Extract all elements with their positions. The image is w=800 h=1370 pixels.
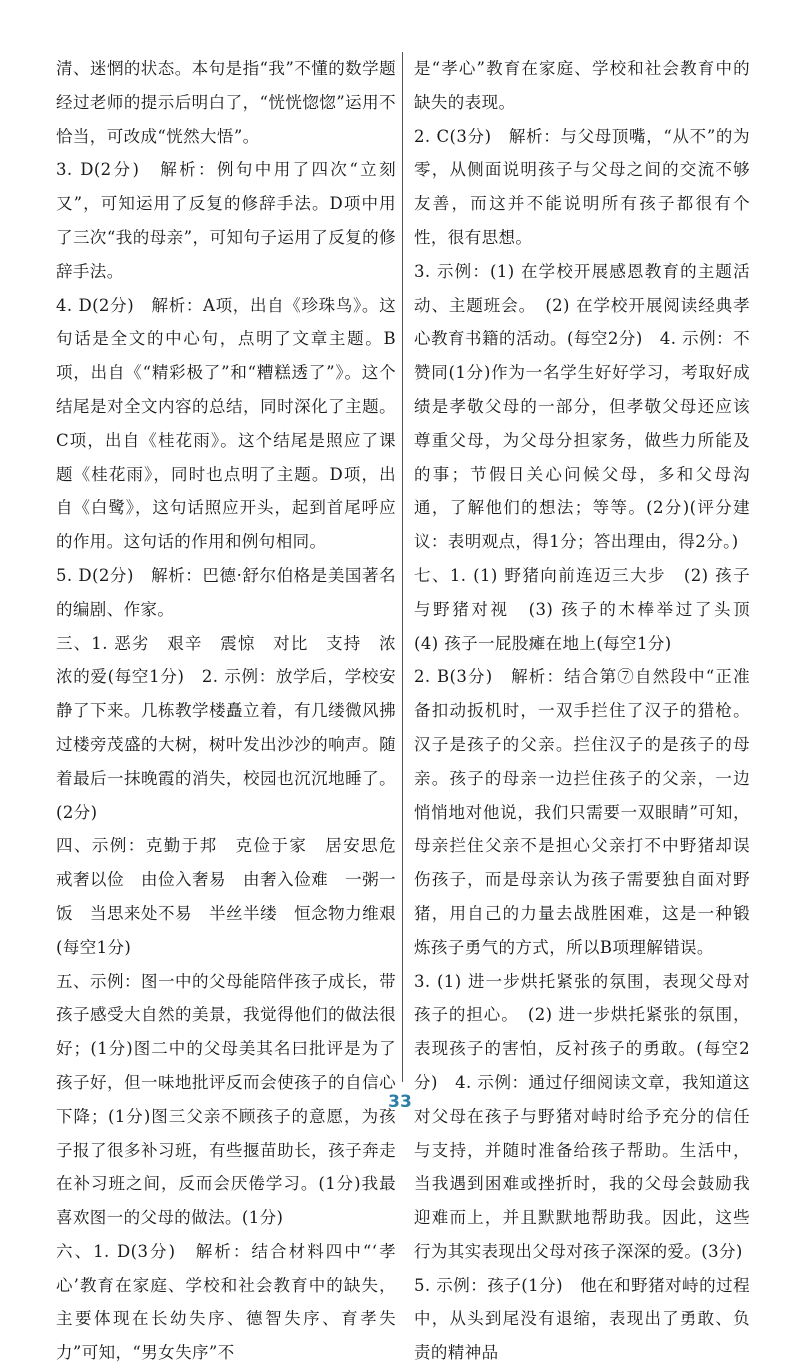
paragraph: 2. B(3分) 解析：结合第⑦自然段中“正准备扣动扳机时，一双手拦住了汉子的猎枪。汉子是孩子的父亲。拦住汉子的是孩子的母亲。孩子的母亲一边拦住孩子的父亲，一边悄悄地对他说，我们只需要一双眼睛”可知，母亲拦住父亲不是担心父亲打不中野猪却误伤孩子，而是母亲认为孩子需要独自面对野猪，用自己的力量去战胜困难，这是一种锻炼孩子勇气的方式，所以B项理解错误。 [414,667,750,957]
paragraph: 三、1. 恶劣 艰辛 震惊 对比 支持 浓浓的爱(每空1分) 2. 示例：放学后，学校安静了下来。几栋教学楼矗立着，有几缕微风拂过楼旁茂盛的大树，树叶发出沙沙的响声。随着最后一抹晚霞的消失，校园也沉沉地睡了。(2分) [56,633,396,822]
paragraph: 3. D(2分) 解析：例句中用了四次“立刻又”，可知运用了反复的修辞手法。D项中用了三次“我的母亲”，可知句子运用了反复的修辞手法。 [56,160,396,281]
paragraph: 4. D(2分) 解析：A项，出自《珍珠鸟》。这句话是全文的中心句，点明了文章主题。B项，出自《“精彩极了”和“糟糕透了”》。这个结尾是对全文内容的总结，同时深化了主题。C项，出自《桂花雨》。这个结尾是照应了课题《桂花雨》，同时也点明了主题。D项，出自《白鹭》，这句话照应开头，起到首尾呼应的作用。这句话的作用和例句相同。 [56,295,396,552]
paragraph: 5. 示例：孩子(1分) 他在和野猪对峙的过程中，从头到尾没有退缩，表现出了勇敢、负责的精神品 [414,1275,750,1363]
paragraph: 六、1. D(3分) 解析：结合材料四中“‘孝心’教育在家庭、学校和社会教育中的缺失，主要体现在长幼失序、德智失序、育孝失力”可知，“男女失序”不 [56,1241,396,1363]
paragraph: 2. C(3分) 解析：与父母顶嘴，“从不”的为零，从侧面说明孩子与父母之间的交流不够友善，而这并不能说明所有孩子都很有个性，很有思想。 [414,126,750,247]
paragraph: 四、示例：克勤于邦 克俭于家 居安思危 戒奢以俭 由俭入奢易 由奢入俭难 一粥一饭 当思来处不易 半丝半缕 恒念物力维艰(每空1分) [56,836,413,957]
paragraph: 七、1. (1) 野猪向前连迈三大步 (2) 孩子与野猪对视 (3) 孩子的木棒举过了头顶 (4) 孩子一屁股瘫在地上(每空1分) [414,565,767,653]
paragraph: 五、示例：图一中的父母能陪伴孩子成长，带孩子感受大自然的美景，我觉得他们的做法很好；(1分)图二中的父母美其名曰批评是为了孩子好，但一味地批评反而会使孩子的自信心下降；(1分)图三父亲不顾孩子的意愿，为孩子报了很多补习班，有些揠苗助长，孩子奔走在补习班之间，反而会厌倦学习。(1分)我最喜欢图一的父母的做法。(1分) [56,971,396,1228]
paragraph: 清、迷惘的状态。本句是指“我”不懂的数学题经过老师的提示后明白了，“恍恍惚惚”运用不恰当，可改成“恍然大悟”。 [56,59,396,146]
page-number: 33 [388,1092,412,1112]
paragraph: 是“孝心”教育在家庭、学校和社会教育中的缺失的表现。 [414,59,750,112]
paragraph: 3. 示例：(1) 在学校开展感恩教育的主题活动、主题班会。 (2) 在学校开展阅读经典孝心教育书籍的活动。(每空2分) 4. 示例：不赞同(1分)作为一名学生好好学习，考取好成绩是孝敬父母的一部分，但孝敬父母还应该尊重父母，为父母分担家务，做些力所能及的事；节假日关心问候父母，多和父母沟通，了解他们的想法；等等。(2分)(评分建议：表明观点，得1分；答出理由，得2分。) [414,261,750,552]
paragraph: 5. D(2分) 解析：巴德·舒尔伯格是美国著名的编剧、作家。 [56,565,396,619]
right-column [414,52,767,1370]
column-divider [402,52,403,1082]
paragraph: 3. (1) 进一步烘托紧张的氛围，表现父母对孩子的担心。 (2) 进一步烘托紧张的氛围，表现孩子的害怕，反衬孩子的勇敢。(每空2分) 4. 示例：通过仔细阅读文章，我知道这对父母在孩子与野猪对峙时给予充分的信任与支持，并随时准备给孩子帮助。生活中，当我遇到困难或挫折时，我的父母会鼓励我迎难而上，并且默默地帮助我。因此，这些行为其实表现出父母对孩子深深的爱。(3分) [414,971,750,1261]
